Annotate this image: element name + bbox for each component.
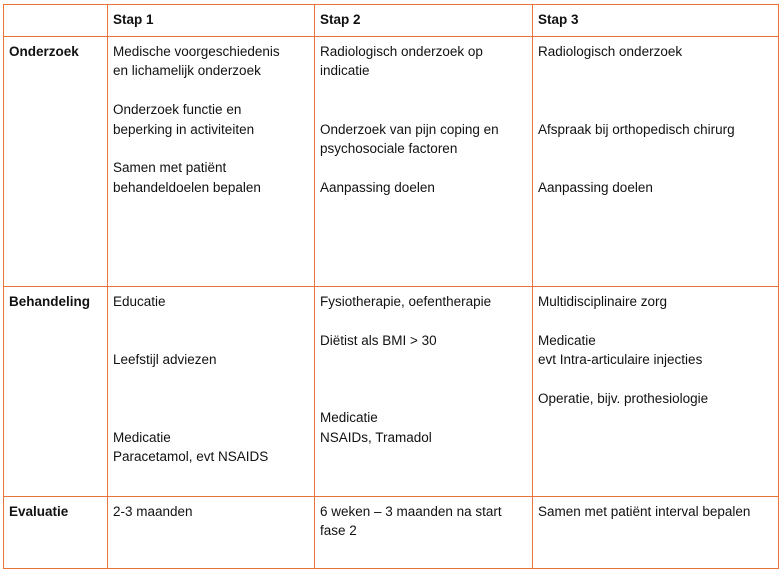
cell-onderzoek-stap-1 <box>108 37 315 287</box>
cell-line: Medicatie <box>538 332 596 348</box>
cell-evaluatie-stap-1 <box>108 497 315 569</box>
cell-line: evt Intra-articulaire injecties <box>538 352 703 368</box>
cell-line <box>320 311 526 330</box>
cell-line: Diëtist als BMI > 30 <box>320 332 437 348</box>
cell-line <box>113 331 308 350</box>
cell-line <box>113 311 308 330</box>
cell-line: Medicatie <box>320 410 378 426</box>
cell-line <box>320 81 526 100</box>
cell-line: Aanpassing doelen <box>320 179 435 195</box>
cell-line <box>113 370 308 389</box>
cell-line <box>320 370 526 389</box>
care-steps-table <box>3 4 779 569</box>
cell-evaluatie-stap-2 <box>315 497 533 569</box>
cell-line <box>320 100 526 119</box>
cell-line <box>113 139 308 158</box>
cell-behandeling-stap-1 <box>108 287 315 497</box>
cell-line: Operatie, bijv. prothesiologie <box>538 391 709 406</box>
cell-line: Fysiotherapie, oefentherapie <box>320 294 492 309</box>
header-cell-stap-1: Stap 1 <box>108 5 315 37</box>
cell-line <box>538 311 772 330</box>
cell-line: Multidisciplinaire zorg <box>538 294 668 309</box>
cell-line: Samen met patiënt interval bepalen <box>538 504 751 519</box>
cell-line <box>538 81 772 100</box>
cell-line: Samen met patiënt <box>113 160 227 176</box>
cell-behandeling-stap-3 <box>533 287 779 497</box>
cell-line: Radiologisch onderzoek <box>538 44 683 59</box>
cell-onderzoek-stap-2 <box>315 37 533 287</box>
cell-line <box>320 350 526 369</box>
cell-line <box>538 370 772 389</box>
cell-line: NSAIDs, Tramadol <box>320 429 432 445</box>
header-row <box>4 5 779 37</box>
cell-line: psychosociale factoren <box>320 141 458 156</box>
cell-line: 6 weken – 3 maanden na start <box>320 504 502 519</box>
cell-line: Medicatie <box>113 429 171 445</box>
table-row-behandeling <box>4 287 779 497</box>
cell-line: Educatie <box>113 294 166 309</box>
header-cell-stap-3: Stap 3 <box>533 5 779 37</box>
row-label-onderzoek: Onderzoek <box>4 37 108 287</box>
cell-line <box>113 389 308 408</box>
cell-line: Onderzoek functie en <box>113 102 242 118</box>
cell-line: Medische voorgeschiedenis <box>113 44 280 59</box>
cell-line <box>538 100 772 119</box>
table-row-evaluatie <box>4 497 779 569</box>
cell-line: Leefstijl adviezen <box>113 352 217 368</box>
cell-line <box>113 408 308 427</box>
cell-line: indicatie <box>320 63 370 79</box>
cell-line: beperking in activiteiten <box>113 121 255 137</box>
cell-line: fase 2 <box>320 523 357 539</box>
cell-line: Radiologisch onderzoek op <box>320 44 483 59</box>
cell-line: 2-3 maanden <box>113 504 193 519</box>
cell-line <box>538 61 772 80</box>
cell-line: Afspraak bij orthopedisch chirurg <box>538 121 735 137</box>
header-cell-stap-2: Stap 2 <box>315 5 533 37</box>
cell-line: Aanpassing doelen <box>538 179 653 195</box>
table-row-onderzoek <box>4 37 779 287</box>
cell-onderzoek-stap-3 <box>533 37 779 287</box>
cell-line: behandeldoelen bepalen <box>113 179 261 195</box>
row-label-evaluatie: Evaluatie <box>4 497 108 569</box>
cell-line <box>538 158 772 177</box>
row-label-behandeling: Behandeling <box>4 287 108 497</box>
cell-behandeling-stap-2 <box>315 287 533 497</box>
cell-line <box>320 389 526 408</box>
cell-line <box>320 158 526 177</box>
cell-line: Onderzoek van pijn coping en <box>320 121 499 137</box>
cell-line <box>538 139 772 158</box>
cell-line: en lichamelijk onderzoek <box>113 63 261 79</box>
header-cell-corner <box>4 5 108 37</box>
cell-evaluatie-stap-3 <box>533 497 779 569</box>
cell-line: Paracetamol, evt NSAIDS <box>113 449 269 465</box>
cell-line <box>113 81 308 100</box>
